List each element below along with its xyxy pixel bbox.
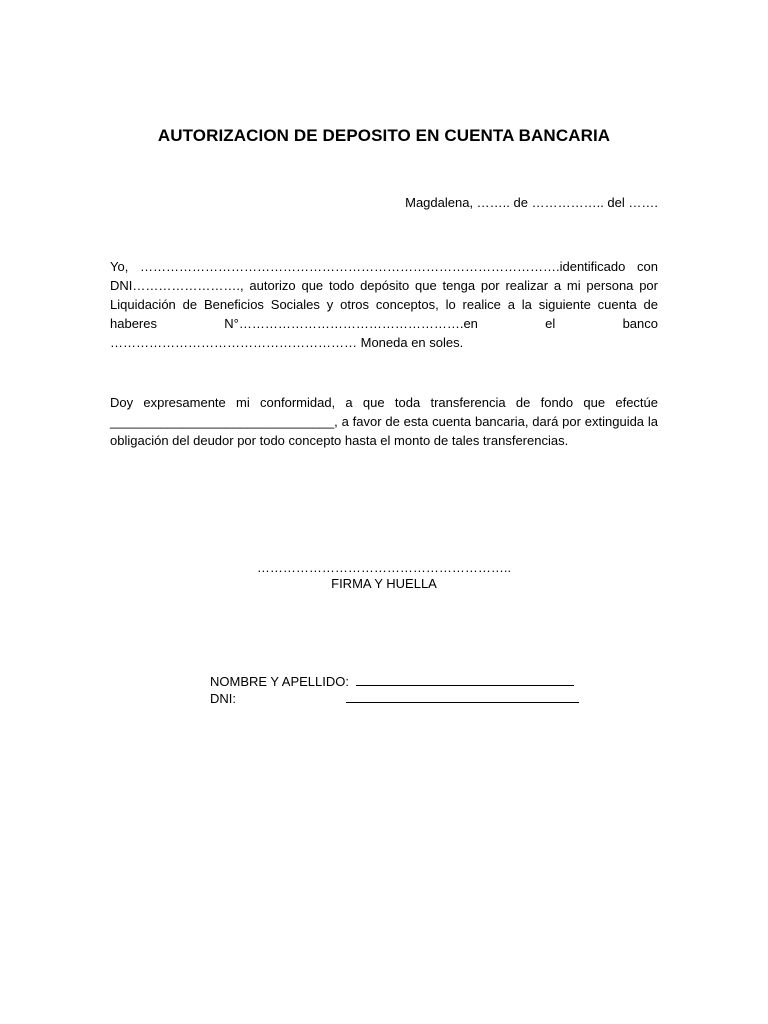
signature-label: FIRMA Y HUELLA (331, 576, 437, 591)
name-field-row (210, 673, 574, 689)
date-line: Magdalena, …….. de …………….. del ……. (405, 195, 658, 210)
dni-blank-line (346, 690, 579, 703)
signature-dots: ………………………………………………….. (256, 560, 512, 575)
dni-label: DNI: (210, 691, 236, 706)
conformity-paragraph: Doy expresamente mi conformidad, a que toda transferencia de fondo que efectúe _______________________________, a favor de esta cuenta bancaria, dará por extinguida la obligación del deudor por todo concepto hasta el monto de tales transferencias. (110, 395, 658, 448)
authorization-paragraph: Yo, …………………………………………………………………………………….identificado con DNI……………………., autorizo que todo depósito que tenga por realizar a mi persona por Liquidación de Beneficios Sociales y otros conceptos, lo realice a la siguiente cuenta de haberes N°…………………………………………….en el banco ………………………………………………… Moneda en soles. (110, 259, 658, 350)
dni-field-row (210, 690, 579, 706)
name-blank-line (356, 673, 574, 686)
document-title: AUTORIZACION DE DEPOSITO EN CUENTA BANCARIA (157, 126, 611, 145)
name-label: NOMBRE Y APELLIDO: (210, 674, 349, 689)
signature-line (0, 560, 768, 575)
